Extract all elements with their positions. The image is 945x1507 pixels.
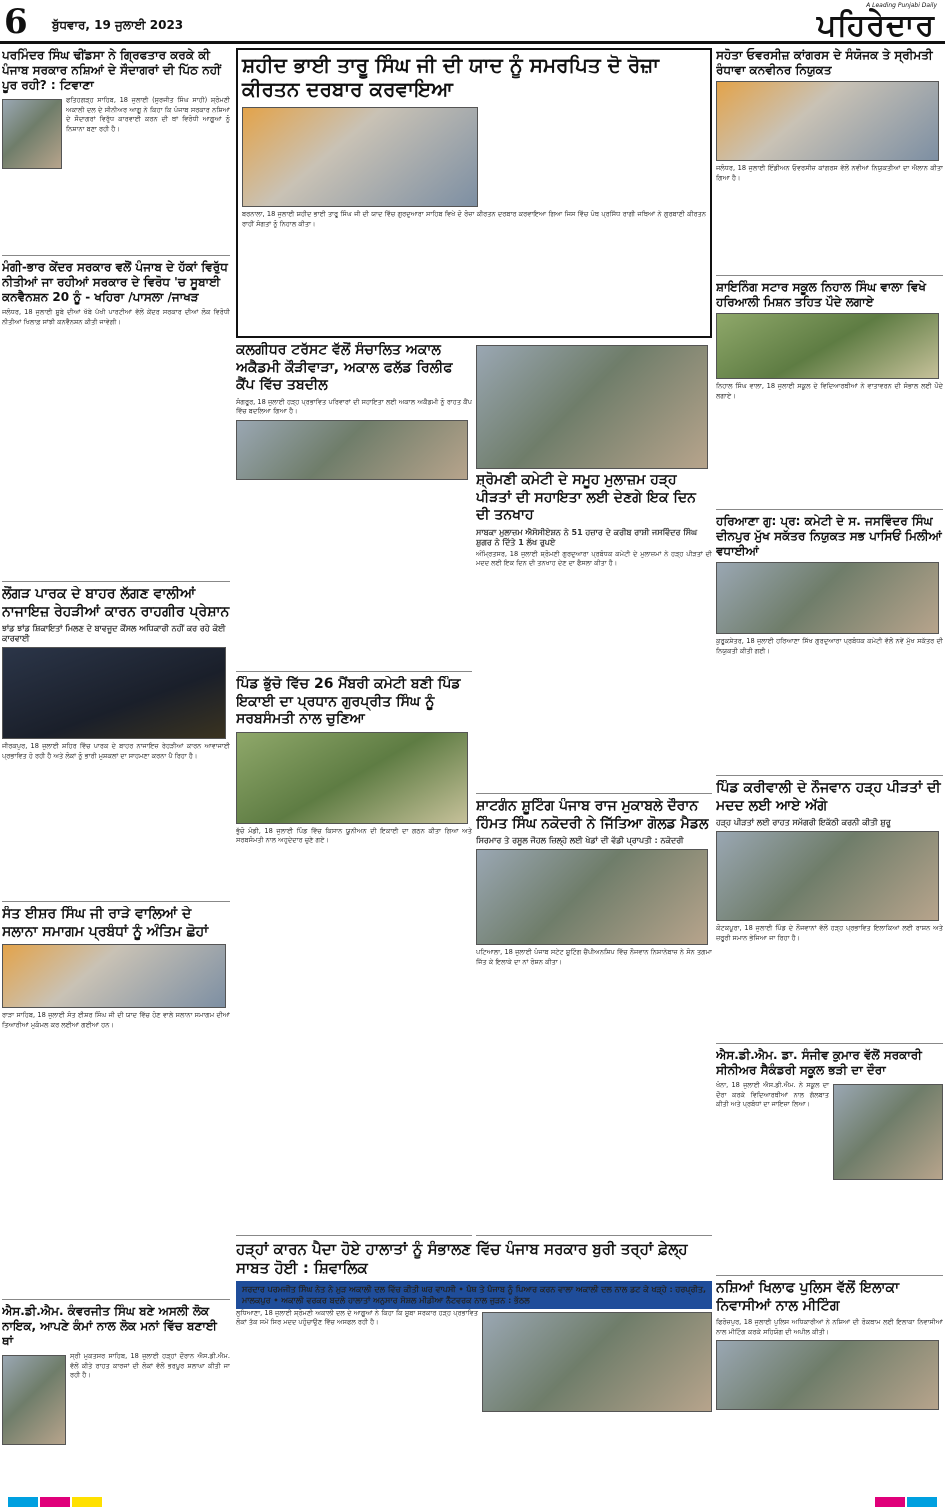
subheadline: ਸਾਬਕਾ ਮੁਲਾਜ਼ਮ ਐਸੋਸੀਏਸ਼ਨ ਨੇ 51 ਹਜ਼ਾਰ ਦੇ ਕਰੀਬ ਰਾਸ਼ੀ ਜਸਵਿੰਦਰ ਸਿੰਘ ਸ਼ੁਗਰ ਨੇ ਦਿੱਤੇ 1 ਲੱਖ ਰੁਪਏ xyxy=(476,527,698,547)
headline: ਸ਼ਾਇਨਿੰਗ ਸਟਾਰ ਸਕੂਲ ਨਿਹਾਲ ਸਿੰਘ ਵਾਲਾ ਵਿਖੇ ਹਰਿਆਲੀ ਮਿਸ਼ਨ ਤਹਿਤ ਪੌਦੇ ਲਗਾਏ xyxy=(716,280,927,309)
headline: ਸ਼ਾਟਗੰਨ ਸ਼ੂਟਿੰਗ ਪੰਜਾਬ ਰਾਜ ਮੁਕਾਬਲੇ ਦੌਰਾਨ ਹਿੰਮਤ ਸਿੰਘ ਨਕੋਦਰੀ ਨੇ ਜਿੱਤਿਆ ਗੋਲਡ ਮੈਡਲ xyxy=(476,798,709,832)
headline: ਕਲਗੀਧਰ ਟਰੱਸਟ ਵੱਲੋਂ ਸੰਚਾਲਿਤ ਅਕਾਲ ਅਕੈਡਮੀ ਕੌੜੀਵਾੜਾ, ਅਕਾਲ ਫਲੱਡ ਰਿਲੀਫ ਕੈਂਪ ਵਿੱਚ ਤਬਦੀਲ xyxy=(236,342,453,393)
headline: ਨਸ਼ਿਆਂ ਖਿਲਾਫ ਪੁਲਿਸ ਵੱਲੋਂ ਇਲਾਕਾ ਨਿਵਾਸੀਆਂ ਨਾਲ ਮੀਟਿੰਗ xyxy=(716,1280,900,1314)
street-night-photo xyxy=(2,647,226,739)
gathering-photo xyxy=(2,944,226,1008)
story-sahota-overseas xyxy=(716,48,943,276)
story-kirtan-darbar xyxy=(236,48,712,338)
masthead xyxy=(0,0,945,44)
magenta-swatch xyxy=(40,1497,70,1507)
story-sgpc-employees xyxy=(476,342,712,794)
story-shooting-gold xyxy=(476,798,712,1236)
headline: ਪਰਮਿੰਦਰ ਸਿੰਘ ਢੀਂਡਸਾ ਨੇ ਗ੍ਰਿਫਤਾਰ ਕਰਕੇ ਕੀ ਪੰਜਾਬ ਸਰਕਾਰ ਨਸ਼ਿਆਂ ਦੇ ਸੌਦਾਗਰਾਂ ਦੀ ਪਿੱਠ ਨਹੀਂ ਪੂਰ ਰਹੀ? : ਟਿਵਾਣਾ xyxy=(2,48,221,92)
headline: ਐਸ.ਡੀ.ਐਮ. ਕੰਵਰਜੀਤ ਸਿੰਘ ਬਣੇ ਅਸਲੀ ਲੋਕ ਨਾਇਕ, ਆਪਣੇ ਕੰਮਾਂ ਨਾਲ ਲੋਕ ਮਨਾਂ ਵਿੱਚ ਬਣਾਈ ਥਾਂ xyxy=(2,1304,217,1348)
classroom-photo xyxy=(833,1084,943,1180)
party-group-photo xyxy=(482,1312,712,1412)
story-body: ਸ੍ਰੀ ਮੁਕਤਸਰ ਸਾਹਿਬ, 18 ਜੁਲਾਈ ਹੜ੍ਹਾਂ ਦੌਰਾਨ ਐਸ.ਡੀ.ਐਮ. ਵੱਲੋਂ ਕੀਤੇ ਰਾਹਤ ਕਾਰਜਾਂ ਦੀ ਲੋਕਾਂ ਵੱਲੋਂ ਭਰਪੂਰ ਸ਼ਲਾਘਾ ਕੀਤੀ ਜਾ ਰਹੀ ਹੈ। xyxy=(70,1352,230,1380)
sgpc-meeting-photo xyxy=(476,345,708,469)
banner-text: ਸਰਦਾਰ ਪਰਮਜੀਤ ਸਿੰਘ ਨੇਤ ਨੇ ਮੁੜ ਅਕਾਲੀ ਦਲ ਵਿੱਚ ਕੀਤੀ ਘਰ ਵਾਪਸੀ • ਪੰਥ ਤੇ ਪੰਜਾਬ ਨੂੰ ਪਿਆਰ ਕਰਨ ਵਾਲਾ ਅਕਾਲੀ ਦਲ ਨਾਲ ਡਟ ਕੇ ਖੜ੍ਹੇ : ਹਰਪ੍ਰੀਤ, ਮਾਲਕਪੁਰ • ਅਕਾਲੀ ਵਰਕਰ ਬਦਲੇ ਹਾਲਾਤਾਂ ਅਨੁਸਾਰ ਸੋਸ਼ਲ ਮੀਡੀਆ ਨੈੱਟਵਰਕ ਨਾਲ ਜੁੜਨ : ਭੱਠਲ xyxy=(242,1284,706,1305)
newspaper-logo: ਪਹਿਰੇਦਾਰ xyxy=(816,8,935,43)
story-body: ਜਲੰਧਰ, 18 ਜੁਲਾਈ ਸੂਬੇ ਦੀਆਂ ਖੱਬੇ ਪੱਖੀ ਪਾਰਟੀਆਂ ਵੱਲੋਂ ਕੇਂਦਰ ਸਰਕਾਰ ਦੀਆਂ ਲੋਕ ਵਿਰੋਧੀ ਨੀਤੀਆਂ ਖਿਲਾਫ਼ ਸਾਂਝੀ ਕਨਵੈਨਸ਼ਨ ਕੀਤੀ ਜਾਵੇਗੀ। xyxy=(2,308,230,326)
story-body: ਖੰਨਾ, 18 ਜੁਲਾਈ ਐਸ.ਡੀ.ਐਮ. ਨੇ ਸਕੂਲ ਦਾ ਦੌਰਾ ਕਰਕੇ ਵਿਦਿਆਰਥੀਆਂ ਨਾਲ ਗੱਲਬਾਤ ਕੀਤੀ ਅਤੇ ਪ੍ਰਬੰਧਾਂ ਦਾ ਜਾਇਜ਼ਾ ਲਿਆ। xyxy=(716,1081,829,1109)
story-body: ਕੋਟਕਪੂਰਾ, 18 ਜੁਲਾਈ ਪਿੰਡ ਦੇ ਨੌਜਵਾਨਾਂ ਵੱਲੋਂ ਹੜ੍ਹ ਪ੍ਰਭਾਵਿਤ ਇਲਾਕਿਆਂ ਲਈ ਰਾਸ਼ਨ ਅਤੇ ਜ਼ਰੂਰੀ ਸਮਾਨ ਭੇਜਿਆ ਜਾ ਰਿਹਾ ਹੈ। xyxy=(716,924,943,942)
issue-date: ਬੁੱਧਵਾਰ, 19 ਜੁਲਾਈ 2023 xyxy=(52,18,184,32)
headline: ਸੰਤ ਈਸ਼ਰ ਸਿੰਘ ਜੀ ਰਾੜੇ ਵਾਲਿਆਂ ਦੇ ਸਲਾਨਾ ਸਮਾਗਮ ਪ੍ਰਬੰਧਾਂ ਨੂੰ ਅੰਤਿਮ ਛੋਹਾਂ xyxy=(2,906,209,940)
subheadline: ਝਾਂਡ ਝਾਂਡ ਸ਼ਿਕਾਇਤਾਂ ਮਿਲਣ ਦੇ ਬਾਵਜੂਦ ਕੌਂਸਲ ਅਧਿਕਾਰੀ ਨਹੀਂ ਕਰ ਰਹੇ ਕੋਈ ਕਾਰਵਾਈ xyxy=(2,624,226,643)
headline: ਐਸ.ਡੀ.ਐਮ. ਡਾ. ਸੰਜੀਵ ਕੁਮਾਰ ਵੱਲੋਂ ਸਰਕਾਰੀ ਸੀਨੀਅਰ ਸੈਕੰਡਰੀ ਸਕੂਲ ਭੜੀ ਦਾ ਦੌਰਾ xyxy=(716,1048,922,1077)
subheadline: ਹੜ੍ਹ ਪੀੜਤਾਂ ਲਈ ਰਾਹਤ ਸਮੱਗਰੀ ਇਕੱਠੀ ਕਰਨੀ ਕੀਤੀ ਸ਼ੁਰੂ xyxy=(716,818,891,827)
shooting-photo xyxy=(476,849,708,945)
appointees-photo xyxy=(716,81,939,161)
story-dinpur-appointment xyxy=(716,514,943,776)
story-rehri xyxy=(2,586,230,902)
headline: ਪਿੰਡ ਕਰੀਵਾਲੀ ਦੇ ਨੌਜਵਾਨ ਹੜ੍ਹ ਪੀੜਤਾਂ ਦੀ ਮਦਦ ਲਈ ਆਏ ਅੱਗੇ xyxy=(716,780,941,814)
portrait-photo xyxy=(2,99,62,169)
cyan-swatch-right xyxy=(907,1497,937,1507)
story-body: ਨਿਹਾਲ ਸਿੰਘ ਵਾਲਾ, 18 ਜੁਲਾਈ ਸਕੂਲ ਦੇ ਵਿਦਿਆਰਥੀਆਂ ਨੇ ਵਾਤਾਵਰਨ ਦੀ ਸੰਭਾਲ ਲਈ ਪੌਦੇ ਲਗਾਏ। xyxy=(716,382,943,400)
story-body: ਫਿਰੋਜ਼ਪੁਰ, 18 ਜੁਲਾਈ ਪੁਲਿਸ ਅਧਿਕਾਰੀਆਂ ਨੇ ਨਸ਼ਿਆਂ ਦੀ ਰੋਕਥਾਮ ਲਈ ਇਲਾਕਾ ਨਿਵਾਸੀਆਂ ਨਾਲ ਮੀਟਿੰਗ ਕਰਕੇ ਸਹਿਯੋਗ ਦੀ ਅਪੀਲ ਕੀਤੀ। xyxy=(716,1318,943,1336)
story-body: ਸੰਗਰੂਰ, 18 ਜੁਲਾਈ ਹੜ੍ਹ ਪ੍ਰਭਾਵਿਤ ਪਰਿਵਾਰਾਂ ਦੀ ਸਹਾਇਤਾ ਲਈ ਅਕਾਲ ਅਕੈਡਮੀ ਨੂੰ ਰਾਹਤ ਕੈਂਪ ਵਿੱਚ ਬਦਲਿਆ ਗਿਆ ਹੈ। xyxy=(236,397,472,416)
story-body: ਭੁੱਚੋ ਮੰਡੀ, 18 ਜੁਲਾਈ ਪਿੰਡ ਵਿੱਚ ਕਿਸਾਨ ਯੂਨੀਅਨ ਦੀ ਇਕਾਈ ਦਾ ਗਠਨ ਕੀਤਾ ਗਿਆ ਅਤੇ ਸਰਬਸੰਮਤੀ ਨਾਲ ਅਹੁਦੇਦਾਰ ਚੁਣੇ ਗਏ। xyxy=(236,826,472,845)
headline: ਹਰਿਆਣਾ ਗੁ: ਪ੍ਰ: ਕਮੇਟੀ ਦੇ ਸ. ਜਸਵਿੰਦਰ ਸਿੰਘ ਦੀਨਪੁਰ ਮੁੱਖ ਸਕੱਤਰ ਨਿਯੁਕਤ ਸਭ ਪਾਸਿਓਂ ਮਿਲੀਆਂ ਵਧਾਈਆਂ xyxy=(716,514,942,558)
kirtan-photo xyxy=(242,107,478,207)
highlights-banner xyxy=(236,1281,712,1309)
story-akal-academy xyxy=(236,342,472,672)
lead-headline: ਸ਼ਹੀਦ ਭਾਈ ਤਾਰੂ ਸਿੰਘ ਜੀ ਦੀ ਯਾਦ ਨੂੰ ਸਮਰਪਿਤ ਦੋ ਰੋਜ਼ਾ ਕੀਰਤਨ ਦਰਬਾਰ ਕਰਵਾਇਆ xyxy=(242,53,659,101)
story-bhucho-committee xyxy=(236,676,472,1236)
story-police-meeting xyxy=(716,1280,943,1495)
story-sant-ishar-singh xyxy=(2,906,230,1300)
story-convention xyxy=(2,260,230,582)
headline: ਸਹੋਤਾ ਓਵਰਸੀਜ਼ ਕਾਂਗਰਸ ਦੇ ਸੰਯੋਜਕ ਤੇ ਸ੍ਰੀਮਤੀ ਰੰਧਾਵਾ ਕਨਵੀਨਰ ਨਿਯੁਕਤ xyxy=(716,48,933,77)
sdm-portrait-photo xyxy=(2,1355,66,1445)
story-body: ਜੀਰਕਪੁਰ, 18 ਜੁਲਾਈ ਸ਼ਹਿਰ ਵਿੱਚ ਪਾਰਕ ਦੇ ਬਾਹਰ ਨਾਜਾਇਜ਼ ਰੇਹੜੀਆਂ ਕਾਰਨ ਆਵਾਜਾਈ ਪ੍ਰਭਾਵਿਤ ਹੋ ਰਹੀ ਹੈ ਅਤੇ ਲੋਕਾਂ ਨੂੰ ਭਾਰੀ ਮੁਸ਼ਕਲਾਂ ਦਾ ਸਾਹਮਣਾ ਕਰਨਾ ਪੈ ਰਿਹਾ ਹੈ। xyxy=(2,742,230,760)
page-number: 6 xyxy=(4,2,28,42)
story-sdm-kanwarjit xyxy=(2,1304,230,1494)
story-sdm-school-visit xyxy=(716,1048,943,1276)
headline: ਲੋਂਗੜ ਪਾਰਕ ਦੇ ਬਾਹਰ ਲੱਗਣ ਵਾਲੀਆਂ ਨਾਜਾਇਜ਼ ਰੇਹੜੀਆਂ ਕਾਰਨ ਰਾਹਗੀਰ ਪ੍ਰੇਸ਼ਾਨ xyxy=(2,586,230,620)
tagline: A Leading Punjabi Daily xyxy=(866,2,937,9)
relief-camp-photo xyxy=(236,420,468,480)
committee-photo xyxy=(236,732,468,824)
story-body: ਜਲੰਧਰ, 18 ਜੁਲਾਈ ਇੰਡੀਅਨ ਓਵਰਸੀਜ਼ ਕਾਂਗਰਸ ਵੱਲੋਂ ਨਵੀਆਂ ਨਿਯੁਕਤੀਆਂ ਦਾ ਐਲਾਨ ਕੀਤਾ ਗਿਆ ਹੈ। xyxy=(716,164,943,182)
story-body: ਪਟਿਆਲਾ, 18 ਜੁਲਾਈ ਪੰਜਾਬ ਸਟੇਟ ਸ਼ੂਟਿੰਗ ਚੈਂਪੀਅਨਸ਼ਿਪ ਵਿੱਚ ਨੌਜਵਾਨ ਨਿਸ਼ਾਨੇਬਾਜ਼ ਨੇ ਸੋਨ ਤਗਮਾ ਜਿੱਤ ਕੇ ਇਲਾਕੇ ਦਾ ਨਾਂ ਰੋਸ਼ਨ ਕੀਤਾ। xyxy=(476,948,712,966)
magenta-swatch-right xyxy=(875,1497,905,1507)
headline: ਮੰਗੀ-ਭਾਰ ਕੇਂਦਰ ਸਰਕਾਰ ਵਲੋਂ ਪੰਜਾਬ ਦੇ ਹੱਕਾਂ ਵਿਰੁੱਧ ਨੀਤੀਆਂ ਜਾ ਰਹੀਆਂ ਸਰਕਾਰ ਦੇ ਵਿਰੋਧ 'ਚ ਸੂਬਾਈ ਕਨਵੈਨਸ਼ਨ 20 ਨੂੰ - ਖਹਿਰਾ /ਪਾਸਲਾ /ਜਾਖੜ xyxy=(2,260,228,304)
headline: ਹੜ੍ਹਾਂ ਕਾਰਨ ਪੈਦਾ ਹੋਏ ਹਾਲਾਤਾਂ ਨੂੰ ਸੰਭਾਲਣ ਵਿੱਚ ਪੰਜਾਬ ਸਰਕਾਰ ਬੁਰੀ ਤਰ੍ਹਾਂ ਫ਼ੇਲ੍ਹ ਸਾਬਤ ਹੋਈ : ਸ਼ਿਵਾਲਿਕ xyxy=(236,1240,688,1277)
story-body: ਕੁਰੂਕਸ਼ੇਤਰ, 18 ਜੁਲਾਈ ਹਰਿਆਣਾ ਸਿੱਖ ਗੁਰਦੁਆਰਾ ਪ੍ਰਬੰਧਕ ਕਮੇਟੀ ਵੱਲੋਂ ਨਵੇਂ ਮੁੱਖ ਸਕੱਤਰ ਦੀ ਨਿਯੁਕਤੀ ਕੀਤੀ ਗਈ। xyxy=(716,637,943,655)
headline: ਸ਼੍ਰੋਮਣੀ ਕਮੇਟੀ ਦੇ ਸਮੂਹ ਮੁਲਾਜ਼ਮ ਹੜ੍ਹ ਪੀੜਤਾਂ ਦੀ ਸਹਾਇਤਾ ਲਈ ਦੇਣਗੇ ਇਕ ਦਿਨ ਦੀ ਤਨਖਾਹ xyxy=(476,472,696,523)
story-dhindsa xyxy=(2,48,230,256)
felicitation-photo xyxy=(716,562,939,634)
headline: ਪਿੰਡ ਭੁੱਚੋ ਵਿੱਚ 26 ਮੈਂਬਰੀ ਕਮੇਟੀ ਬਣੀ ਪਿੰਡ ਇਕਾਈ ਦਾ ਪ੍ਰਧਾਨ ਗੁਰਪ੍ਰੀਤ ਸਿੰਘ ਨੂੰ ਸਰਬਸੰਮਤੀ ਨਾਲ ਚੁਣਿਆ xyxy=(236,676,461,727)
plantation-photo xyxy=(716,313,939,379)
yellow-swatch xyxy=(72,1497,102,1507)
story-body: ਬਰਨਾਲਾ, 18 ਜੁਲਾਈ ਸ਼ਹੀਦ ਭਾਈ ਤਾਰੂ ਸਿੰਘ ਜੀ ਦੀ ਯਾਦ ਵਿੱਚ ਗੁਰਦੁਆਰਾ ਸਾਹਿਬ ਵਿਖੇ ਦੋ ਰੋਜ਼ਾ ਕੀਰਤਨ ਦਰਬਾਰ ਕਰਵਾਇਆ ਗਿਆ ਜਿਸ ਵਿੱਚ ਪੰਥ ਪ੍ਰਸਿੱਧ ਰਾਗੀ ਜਥਿਆਂ ਨੇ ਗੁਰਬਾਣੀ ਕੀਰਤਨ ਰਾਹੀਂ ਸੰਗਤਾਂ ਨੂੰ ਨਿਹਾਲ ਕੀਤਾ। xyxy=(242,210,706,228)
subheadline: ਸਿਰਮਾਰ ਤੇ ਰਸੂਲ ਜੌਹਲ ਜ਼ਿਲ੍ਹੇ ਲਈ ਖੇਡਾਂ ਦੀ ਵੱਡੀ ਪ੍ਰਾਪਤੀ : ਨਕੋਦਰੀ xyxy=(476,836,684,845)
story-body: ਲੁਧਿਆਣਾ, 18 ਜੁਲਾਈ ਸ਼੍ਰੋਮਣੀ ਅਕਾਲੀ ਦਲ ਦੇ ਆਗੂਆਂ ਨੇ ਕਿਹਾ ਕਿ ਸੂਬਾ ਸਰਕਾਰ ਹੜ੍ਹ ਪ੍ਰਭਾਵਿਤ ਲੋਕਾਂ ਤੱਕ ਸਮੇਂ ਸਿਰ ਮਦਦ ਪਹੁੰਚਾਉਣ ਵਿੱਚ ਅਸਫਲ ਰਹੀ ਹੈ। xyxy=(236,1308,478,1327)
story-body: ਅੰਮ੍ਰਿਤਸਰ, 18 ਜੁਲਾਈ ਸ਼੍ਰੋਮਣੀ ਗੁਰਦੁਆਰਾ ਪ੍ਰਬੰਧਕ ਕਮੇਟੀ ਦੇ ਮੁਲਾਜ਼ਮਾਂ ਨੇ ਹੜ੍ਹ ਪੀੜਤਾਂ ਦੀ ਮਦਦ ਲਈ ਇਕ ਦਿਨ ਦੀ ਤਨਖਾਹ ਦੇਣ ਦਾ ਫੈਸਲਾ ਕੀਤਾ ਹੈ। xyxy=(476,549,712,568)
story-body: ਰਾੜਾ ਸਾਹਿਬ, 18 ਜੁਲਾਈ ਸੰਤ ਈਸ਼ਰ ਸਿੰਘ ਜੀ ਦੀ ਯਾਦ ਵਿੱਚ ਹੋਣ ਵਾਲੇ ਸਲਾਨਾ ਸਮਾਗਮ ਦੀਆਂ ਤਿਆਰੀਆਂ ਮੁਕੰਮਲ ਕਰ ਲਈਆਂ ਗਈਆਂ ਹਨ। xyxy=(2,1011,230,1029)
story-shivalik xyxy=(236,1240,712,1495)
cyan-swatch xyxy=(8,1497,38,1507)
youth-group-photo xyxy=(716,831,939,921)
story-kariwali-youth xyxy=(716,780,943,1044)
police-meeting-photo xyxy=(716,1340,939,1410)
story-shining-star-school xyxy=(716,280,943,510)
story-body: ਫਤਿਹਗੜ੍ਹ ਸਾਹਿਬ, 18 ਜੁਲਾਈ (ਸੁਰਜੀਤ ਸਿੰਘ ਸਾਹੀ) ਸ਼੍ਰੋਮਣੀ ਅਕਾਲੀ ਦਲ ਦੇ ਸੀਨੀਅਰ ਆਗੂ ਨੇ ਕਿਹਾ ਕਿ ਪੰਜਾਬ ਸਰਕਾਰ ਨਸ਼ਿਆਂ ਦੇ ਸੌਦਾਗਰਾਂ ਵਿਰੁੱਧ ਕਾਰਵਾਈ ਕਰਨ ਦੀ ਥਾਂ ਵਿਰੋਧੀ ਆਗੂਆਂ ਨੂੰ ਨਿਸ਼ਾਨਾ ਬਣਾ ਰਹੀ ਹੈ। xyxy=(66,96,230,133)
